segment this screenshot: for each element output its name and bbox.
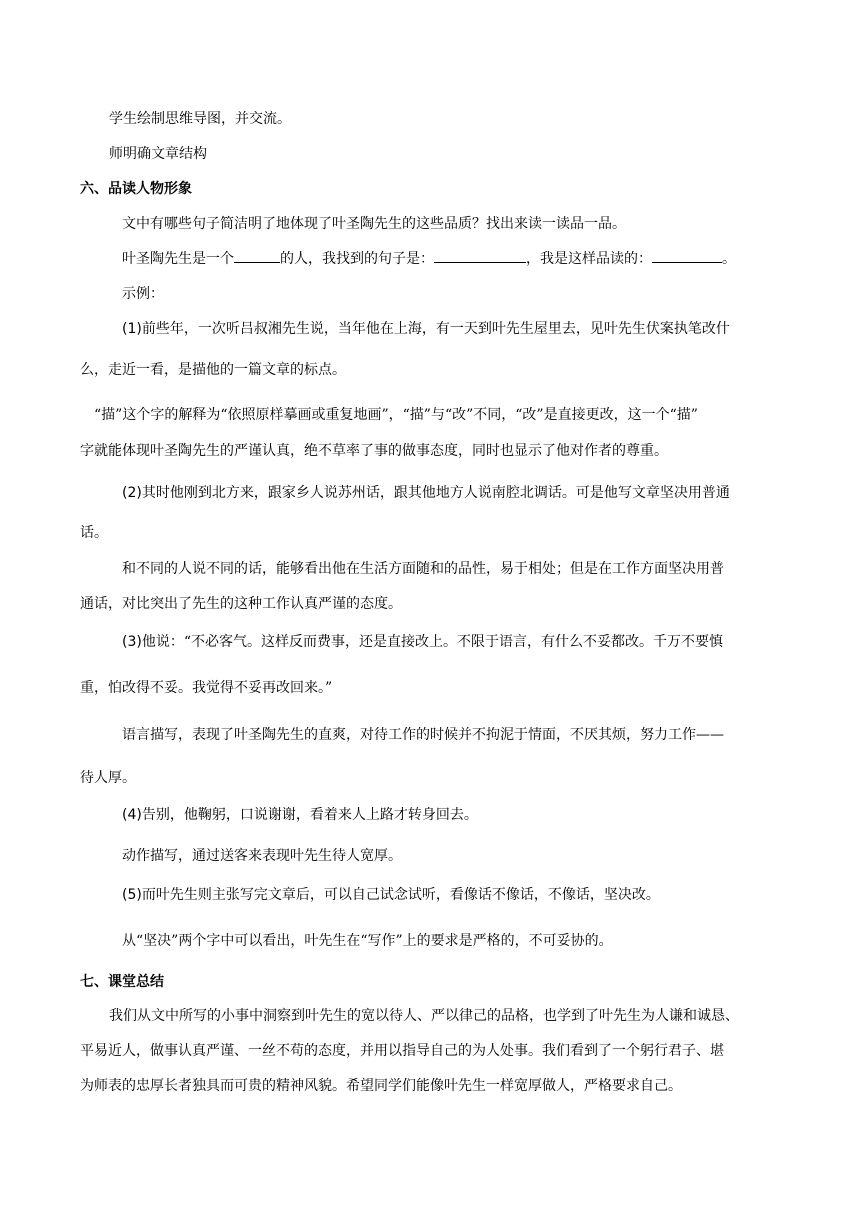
example-number: (4): [122, 807, 142, 823]
example-text: 前些年，一次听吕叔湘先生说，当年他在上海，有一天到叶先生屋里去，见叶先生伏案执笔改什: [141, 321, 730, 337]
example-text: 他说：“不必客气。这样反而费事，还是直接改上。不限于语言，有什么不妥都改。千万不要慎: [141, 634, 723, 650]
section-heading-7: 七、课堂总结: [80, 974, 164, 990]
prompt-text: 叶圣陶先生是一个: [122, 251, 234, 267]
example-line: [122, 319, 730, 339]
example-line: [122, 483, 730, 503]
paragraph-line: 语言描写，表现了叶圣陶先生的直爽，对待工作的时候并不拘泥于情面，不厌其烦，努力工作——: [122, 727, 724, 743]
paragraph-line: 通话，对比突出了先生的这种工作认真严谨的态度。: [80, 596, 402, 612]
section-heading-6: 六、品读人物形象: [80, 181, 192, 197]
paragraph-line: 么，走近一看，是描他的一篇文章的标点。: [80, 362, 346, 378]
paragraph-line: “描”这个字的解释为“依照原样摹画或重复地画”，“描”与“改”不同，“改”是直接更改，这一个“描”: [94, 407, 698, 423]
prompt-text: ，我是这样品读的：: [526, 251, 652, 267]
example-number: (1): [122, 321, 142, 337]
paragraph-line: 示例：: [122, 286, 164, 302]
example-text: 告别，他鞠躬，口说谢谢，看着来人上路才转身回去。: [141, 807, 478, 823]
fill-in-prompt: [122, 248, 736, 269]
example-line: [122, 805, 478, 825]
fill-blank: [652, 248, 722, 263]
example-number: (3): [122, 634, 142, 650]
paragraph-line: 学生绘制思维导图，并交流。: [109, 111, 291, 127]
example-text: 其时他刚到北方来，跟家乡人说苏州话，跟其他地方人说南腔北调话。可是他写文章坚决用普通: [141, 485, 730, 501]
paragraph-line: 师明确文章结构: [109, 146, 207, 162]
example-text: 而叶先生则主张写完文章后，可以自己试念试听，看像话不像话，不像话，坚决改。: [141, 887, 660, 903]
example-number: (5): [122, 887, 142, 903]
fill-blank: [434, 248, 526, 263]
prompt-text: 。: [722, 251, 736, 267]
paragraph-line: 文中有哪些句子简洁明了地体现了叶圣陶先生的这些品质？找出来读一读品一品。: [122, 216, 626, 232]
paragraph-line: 平易近人，做事认真严谨、一丝不苟的态度，并用以指导自己的为人处事。我们看到了一个躬行君子、堪: [80, 1043, 724, 1059]
example-line: [122, 885, 660, 905]
prompt-text: 的人，我找到的句子是：: [280, 251, 434, 267]
paragraph-line: 和不同的人说不同的话，能够看出他在生活方面随和的品性，易于相处；但是在工作方面坚决用普: [122, 561, 724, 577]
paragraph-line: 动作描写，通过送客来表现叶先生待人宽厚。: [122, 848, 402, 864]
paragraph-line: 话。: [80, 525, 108, 541]
paragraph-line: 重，怕改得不妥。我觉得不妥再改回来。”: [80, 680, 333, 696]
paragraph-line: 从“坚决”两个字中可以看出，叶先生在“写作”上的要求是严格的，不可妥协的。: [122, 933, 613, 949]
paragraph-line: 我们从文中所写的小事中洞察到叶先生的宽以待人、严以律己的品格，也学到了叶先生为人谦和诚恳、: [109, 1008, 739, 1024]
example-number: (2): [122, 485, 142, 501]
paragraph-line: 待人厚。: [80, 770, 136, 786]
fill-blank: [234, 248, 280, 263]
paragraph-line: 为师表的忠厚长者独具而可贵的精神风貌。希望同学们能像叶先生一样宽厚做人，严格要求自己。: [80, 1078, 682, 1094]
paragraph-line: 字就能体现叶圣陶先生的严谨认真，绝不草率了事的做事态度，同时也显示了他对作者的尊重。: [80, 443, 668, 459]
example-line: [122, 632, 723, 652]
